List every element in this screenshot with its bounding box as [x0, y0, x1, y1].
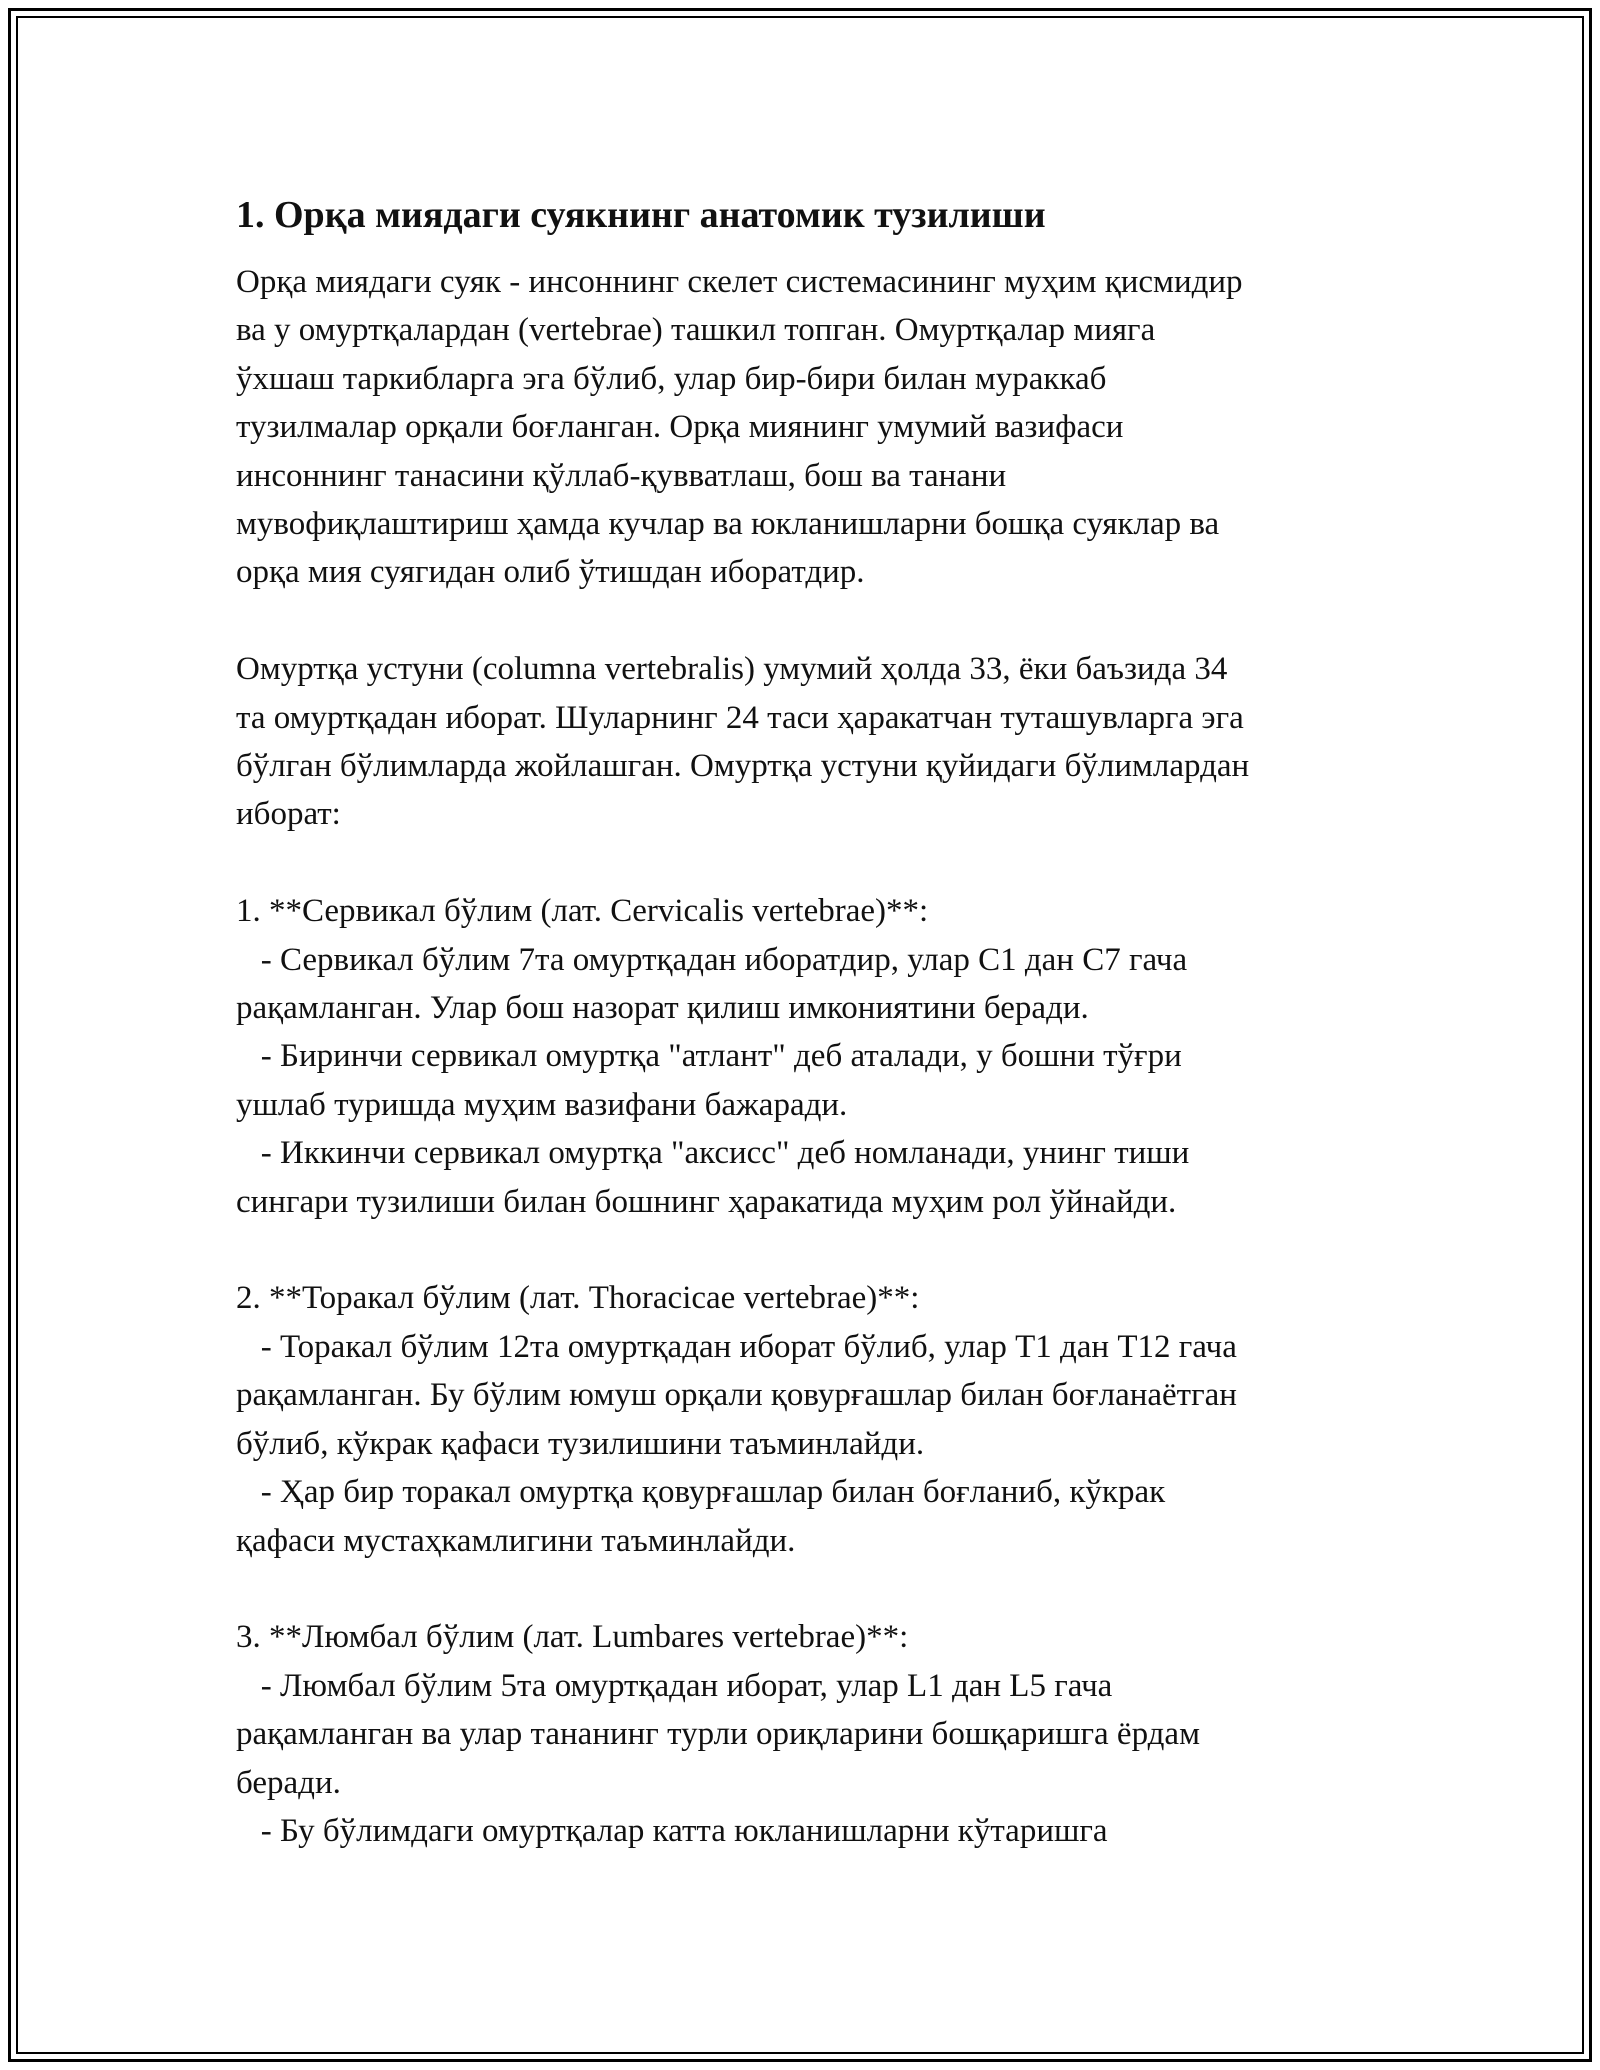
paragraph-intro: Орқа миядаги суяк - инсоннинг скелет системасининг муҳим қисмидир ва у омуртқалардан (vertebrae) ташкил топган. Омуртқалар мияга ўхшаш таркибларга эга бўлиб, улар бир-бири билан мураккаб тузилмалар орқали боғланган. Орқа миянинг умумий вазифаси инсоннинг танасини қўллаб-қувватлаш, бош ва танани мувофиқлаштириш ҳамда кучлар ва юкланишларни бошқа суяклар ва орқа мия суягидан олиб ўтишдан иборатдир.: [236, 264, 1243, 591]
paragraph-spacer: [236, 1226, 1386, 1274]
document-heading: 1. Орқа миядаги суякнинг анатомик тузилиши: [236, 194, 1046, 236]
section-cervical: 1. **Сервикал бўлим (лат. Cervicalis vertebrae)**: - Сервикал бўлим 7та омуртқадан иборатдир, улар C1 дан C7 гача рақамланган. Улар бош назорат қилиш имкониятини беради. - Биринчи сервикал омуртқа "атлант" деб аталади, у бошни тўғри ушлаб туришда муҳим вазифани бажаради. - Иккинчи сервикал омуртқа "аксисс" деб номланади, унинг тиши сингари тузилиши билан бошнинг ҳаракатида муҳим рол ўйнайди.: [236, 893, 1190, 1220]
section-thoracic: 2. **Торакал бўлим (лат. Thoracicae vertebrae)**: - Торакал бўлим 12та омуртқадан иборат бўлиб, улар T1 дан T12 гача рақамланган. Бу бўлим юмуш орқали қовурғашлар билан боғланаётган бўлиб, кўкрак қафаси тузилишини таъминлайди. - Ҳар бир торакал омуртқа қовурғашлар билан боғланиб, кўкрак қафаси мустаҳкамлигини таъминлайди.: [236, 1280, 1237, 1559]
paragraph-spacer: [236, 1565, 1386, 1613]
paragraph-spacer: [236, 839, 1386, 887]
paragraph-columna: Омуртқа устуни (columna vertebralis) умумий ҳолда 33, ёки баъзида 34 та омуртқадан иборат. Шуларнинг 24 таси ҳаракатчан туташувларга эга бўлган бўлимларда жойлашган. Омуртқа устуни қуйидаги бўлимлардан иборат:: [236, 651, 1250, 833]
document-body: [236, 186, 1386, 1855]
paragraph-spacer: [236, 597, 1386, 645]
section-lumbar: 3. **Люмбал бўлим (лат. Lumbares vertebrae)**: - Люмбал бўлим 5та омуртқадан иборат, улар L1 дан L5 гача рақамланган ва улар тананинг турли ориқларини бошқаришга ёрдам беради. - Бу бўлимдаги омуртқалар катта юкланишларни кўтаришга: [236, 1619, 1200, 1849]
